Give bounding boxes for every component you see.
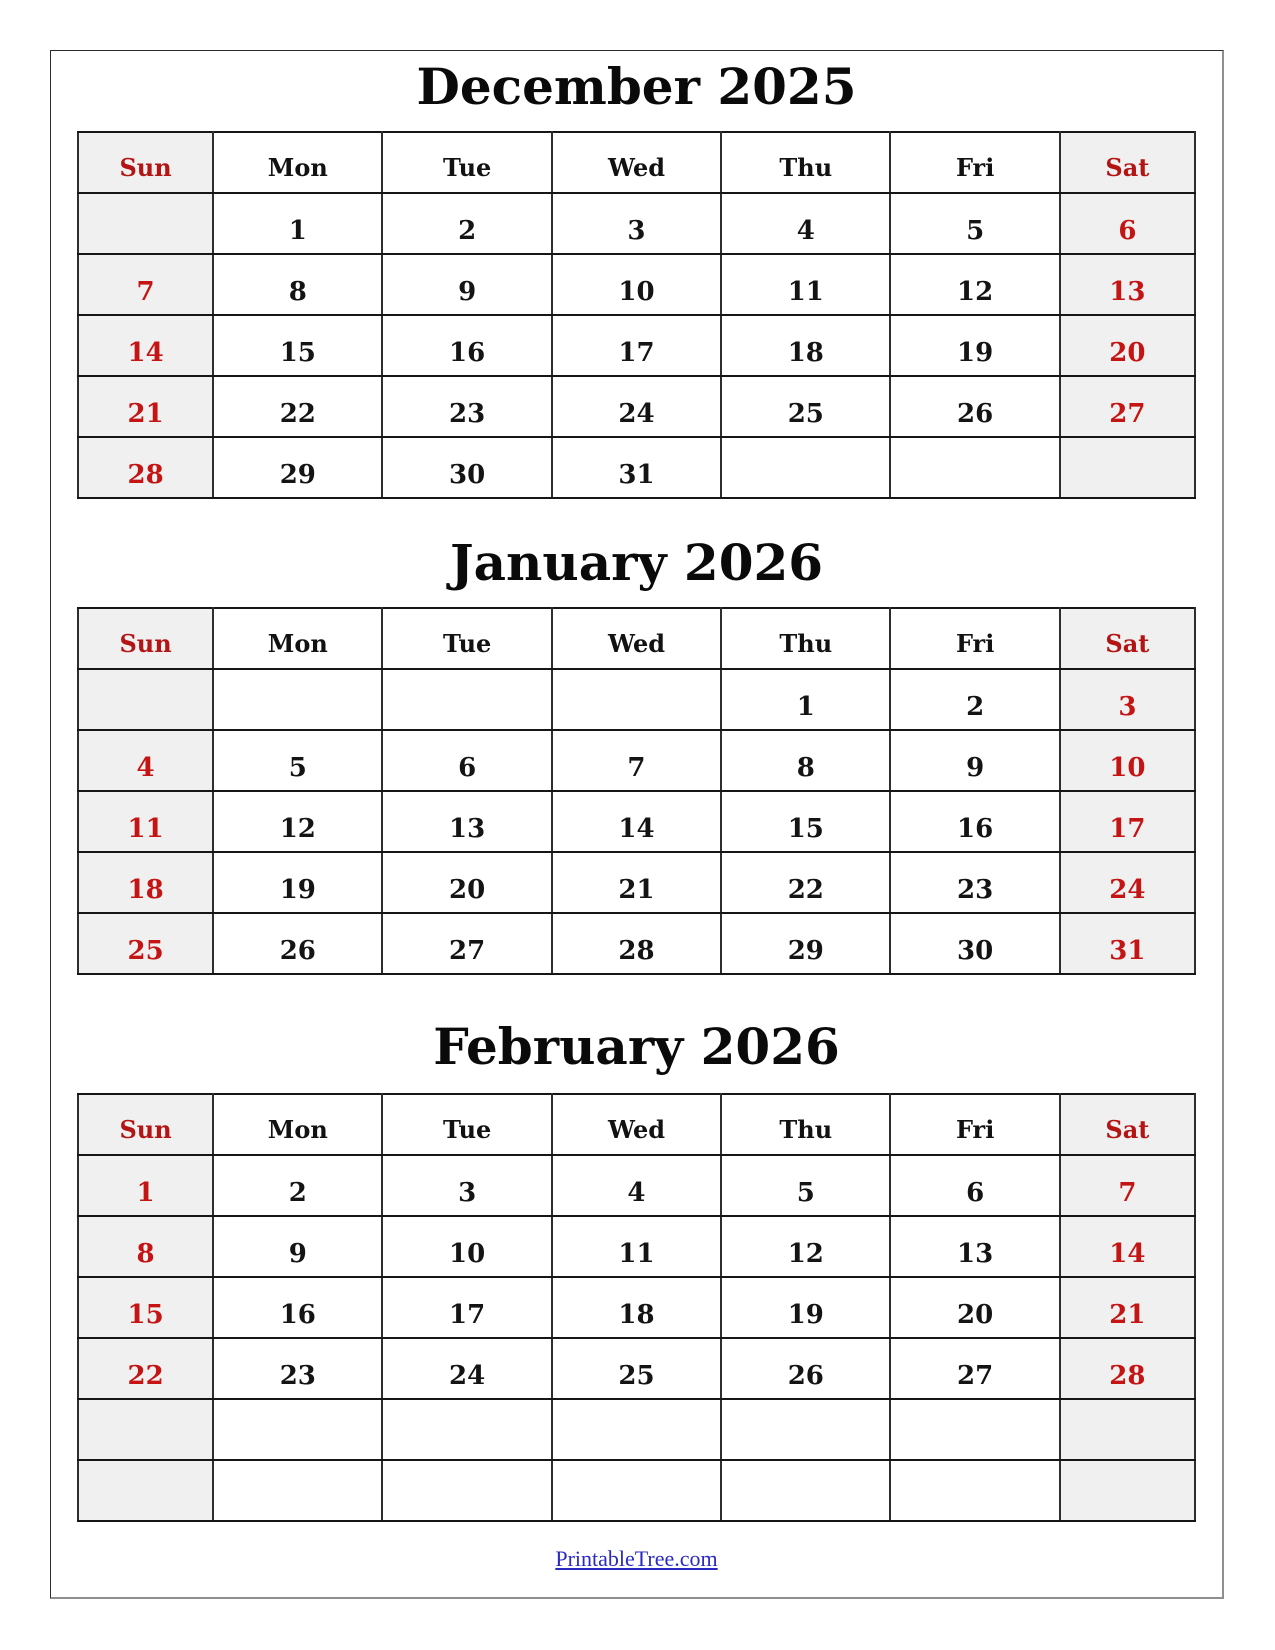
day-header-mon: Mon [213, 608, 382, 669]
week-row [78, 193, 1195, 254]
week-row [78, 1155, 1195, 1216]
day-cell: 4 [78, 730, 213, 791]
day-cell [1060, 1399, 1195, 1460]
day-cell: 31 [552, 437, 721, 498]
day-cell: 27 [890, 1338, 1059, 1399]
day-header-wed: Wed [552, 1094, 721, 1155]
day-cell: 12 [890, 254, 1059, 315]
day-cell: 1 [213, 193, 382, 254]
day-cell: 5 [890, 193, 1059, 254]
day-cell [382, 669, 551, 730]
day-cell: 7 [78, 254, 213, 315]
day-cell: 13 [1060, 254, 1195, 315]
week-row [78, 913, 1195, 974]
week-row [78, 437, 1195, 498]
day-cell: 20 [382, 852, 551, 913]
day-cell [552, 1460, 721, 1521]
day-cell: 5 [213, 730, 382, 791]
day-cell [890, 1399, 1059, 1460]
day-cell: 14 [1060, 1216, 1195, 1277]
day-header-tue: Tue [382, 1094, 551, 1155]
day-cell: 25 [78, 913, 213, 974]
day-cell [1060, 437, 1195, 498]
day-cell [721, 1460, 890, 1521]
day-cell: 29 [213, 437, 382, 498]
day-cell: 23 [890, 852, 1059, 913]
day-cell: 10 [552, 254, 721, 315]
month-title: December 2025 [416, 57, 857, 116]
day-cell [890, 1460, 1059, 1521]
day-header-row [78, 132, 1195, 193]
day-cell: 8 [213, 254, 382, 315]
day-cell [382, 1460, 551, 1521]
day-header-sat: Sat [1060, 608, 1195, 669]
day-cell: 2 [382, 193, 551, 254]
day-header-thu: Thu [721, 1094, 890, 1155]
day-cell: 9 [890, 730, 1059, 791]
day-cell: 23 [213, 1338, 382, 1399]
day-cell: 13 [382, 791, 551, 852]
week-row [78, 1399, 1195, 1460]
day-cell: 15 [78, 1277, 213, 1338]
day-header-fri: Fri [890, 608, 1059, 669]
day-cell: 1 [721, 669, 890, 730]
day-cell: 11 [78, 791, 213, 852]
day-cell: 2 [890, 669, 1059, 730]
day-header-sat: Sat [1060, 1094, 1195, 1155]
day-cell: 19 [213, 852, 382, 913]
month-january-2026 [51, 535, 1222, 975]
week-row [78, 1338, 1195, 1399]
day-cell: 13 [890, 1216, 1059, 1277]
day-cell: 6 [890, 1155, 1059, 1216]
day-cell: 26 [890, 376, 1059, 437]
week-row [78, 669, 1195, 730]
day-cell: 6 [1060, 193, 1195, 254]
calendar-table [77, 1093, 1196, 1522]
day-cell: 16 [213, 1277, 382, 1338]
day-cell: 25 [721, 376, 890, 437]
day-header-thu: Thu [721, 132, 890, 193]
day-cell: 17 [552, 315, 721, 376]
day-cell: 17 [1060, 791, 1195, 852]
day-cell: 18 [721, 315, 890, 376]
day-cell: 25 [552, 1338, 721, 1399]
month-title: February 2026 [433, 1017, 840, 1076]
day-cell: 8 [78, 1216, 213, 1277]
day-header-mon: Mon [213, 1094, 382, 1155]
day-cell: 28 [552, 913, 721, 974]
day-header-tue: Tue [382, 608, 551, 669]
day-cell: 2 [213, 1155, 382, 1216]
day-cell: 5 [721, 1155, 890, 1216]
day-header-wed: Wed [552, 132, 721, 193]
footer [51, 1546, 1222, 1572]
day-cell: 12 [721, 1216, 890, 1277]
day-cell [213, 669, 382, 730]
day-cell: 3 [382, 1155, 551, 1216]
day-cell: 29 [721, 913, 890, 974]
day-header-sun: Sun [78, 608, 213, 669]
month-title: January 2026 [449, 533, 824, 592]
day-cell: 3 [1060, 669, 1195, 730]
day-header-thu: Thu [721, 608, 890, 669]
day-cell: 22 [721, 852, 890, 913]
day-cell [382, 1399, 551, 1460]
day-header-fri: Fri [890, 132, 1059, 193]
day-cell: 30 [382, 437, 551, 498]
day-cell: 26 [213, 913, 382, 974]
day-cell: 14 [78, 315, 213, 376]
months-container [51, 59, 1222, 1522]
day-cell: 12 [213, 791, 382, 852]
day-cell: 4 [721, 193, 890, 254]
day-cell [78, 1399, 213, 1460]
day-cell: 9 [382, 254, 551, 315]
day-cell [552, 669, 721, 730]
day-cell [890, 437, 1059, 498]
day-cell: 17 [382, 1277, 551, 1338]
month-december-2025 [51, 59, 1222, 499]
month-february-2026 [51, 1019, 1222, 1522]
day-cell: 11 [721, 254, 890, 315]
day-cell: 27 [382, 913, 551, 974]
week-row [78, 1216, 1195, 1277]
day-cell: 8 [721, 730, 890, 791]
day-cell [78, 1460, 213, 1521]
week-row [78, 1460, 1195, 1521]
day-cell: 21 [1060, 1277, 1195, 1338]
day-cell: 24 [1060, 852, 1195, 913]
day-cell: 20 [890, 1277, 1059, 1338]
day-cell: 3 [552, 193, 721, 254]
day-cell: 19 [890, 315, 1059, 376]
day-cell: 7 [1060, 1155, 1195, 1216]
day-cell: 22 [78, 1338, 213, 1399]
week-row [78, 791, 1195, 852]
page-frame [50, 50, 1224, 1599]
day-header-sun: Sun [78, 132, 213, 193]
week-row [78, 730, 1195, 791]
day-header-sat: Sat [1060, 132, 1195, 193]
day-cell: 24 [382, 1338, 551, 1399]
day-header-mon: Mon [213, 132, 382, 193]
printabletree-link[interactable]: PrintableTree.com [555, 1546, 718, 1571]
day-header-wed: Wed [552, 608, 721, 669]
day-cell: 28 [1060, 1338, 1195, 1399]
day-cell: 26 [721, 1338, 890, 1399]
day-header-sun: Sun [78, 1094, 213, 1155]
day-cell: 19 [721, 1277, 890, 1338]
calendar-table [77, 607, 1196, 975]
day-cell: 1 [78, 1155, 213, 1216]
day-cell: 21 [552, 852, 721, 913]
day-cell: 15 [213, 315, 382, 376]
day-cell: 20 [1060, 315, 1195, 376]
day-cell [78, 193, 213, 254]
day-cell: 24 [552, 376, 721, 437]
day-cell: 28 [78, 437, 213, 498]
day-cell: 6 [382, 730, 551, 791]
week-row [78, 1277, 1195, 1338]
calendar-table [77, 131, 1196, 499]
day-cell [721, 1399, 890, 1460]
day-cell: 31 [1060, 913, 1195, 974]
day-header-fri: Fri [890, 1094, 1059, 1155]
day-cell [721, 437, 890, 498]
day-header-tue: Tue [382, 132, 551, 193]
day-cell: 10 [1060, 730, 1195, 791]
week-row [78, 315, 1195, 376]
day-cell: 18 [78, 852, 213, 913]
day-cell: 4 [552, 1155, 721, 1216]
day-cell: 30 [890, 913, 1059, 974]
day-cell: 27 [1060, 376, 1195, 437]
day-cell: 7 [552, 730, 721, 791]
day-cell [213, 1399, 382, 1460]
day-cell: 21 [78, 376, 213, 437]
day-cell: 15 [721, 791, 890, 852]
day-cell [78, 669, 213, 730]
day-cell: 22 [213, 376, 382, 437]
day-cell: 10 [382, 1216, 551, 1277]
day-cell: 16 [382, 315, 551, 376]
day-header-row [78, 1094, 1195, 1155]
day-cell [552, 1399, 721, 1460]
day-cell: 14 [552, 791, 721, 852]
day-header-row [78, 608, 1195, 669]
week-row [78, 376, 1195, 437]
day-cell [213, 1460, 382, 1521]
day-cell: 11 [552, 1216, 721, 1277]
day-cell: 9 [213, 1216, 382, 1277]
day-cell: 16 [890, 791, 1059, 852]
day-cell: 23 [382, 376, 551, 437]
day-cell: 18 [552, 1277, 721, 1338]
day-cell [1060, 1460, 1195, 1521]
week-row [78, 852, 1195, 913]
week-row [78, 254, 1195, 315]
